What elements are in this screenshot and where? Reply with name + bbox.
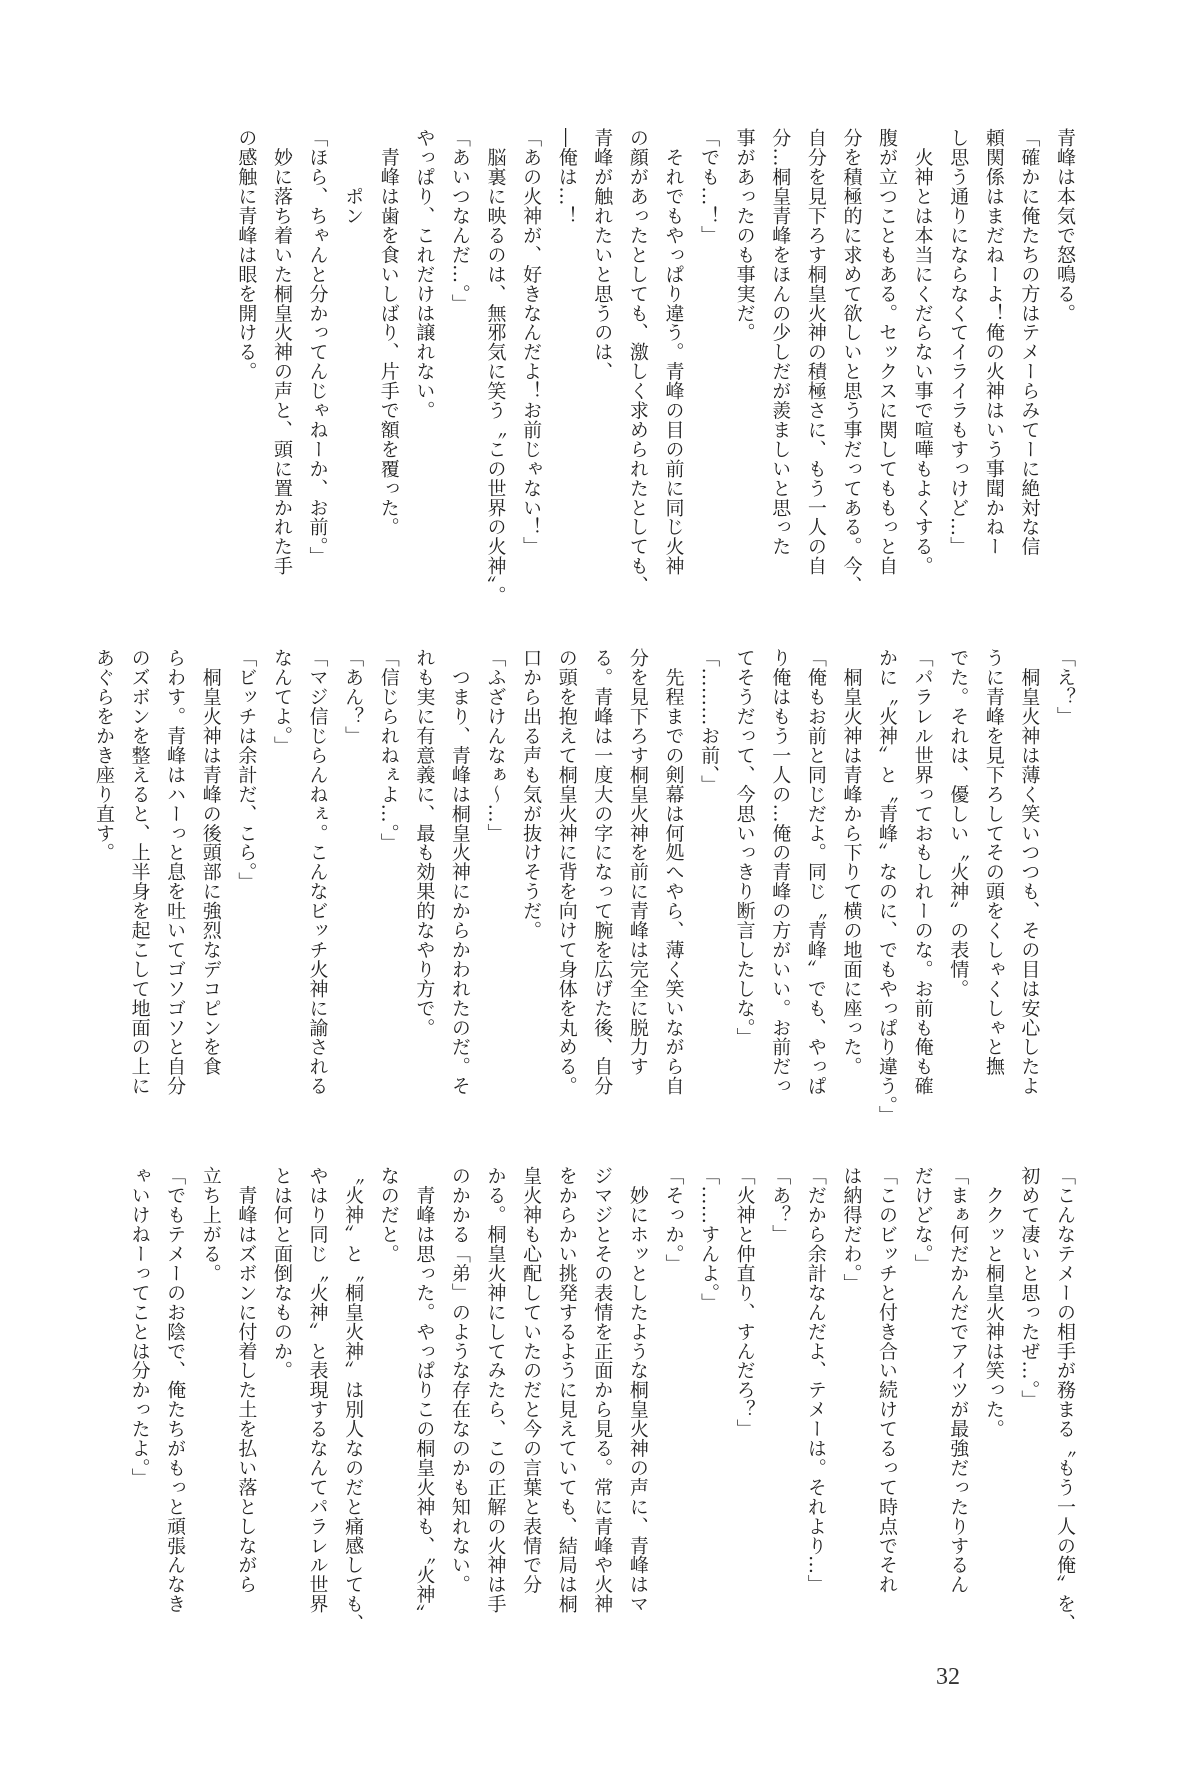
- text-column: 青峰は思った。やっぱりこの桐皇火神も、〝火神〟: [413, 1166, 436, 1624]
- text-column: 青峰はズボンに付着した土を払い落としながら: [235, 1166, 258, 1594]
- text-column: かる。桐皇火神にしてみたら、この正解の火神は手: [484, 1166, 507, 1614]
- text-column: らわす。青峰はハーっと息を吐いてゴソゴソと自分: [164, 648, 187, 1096]
- text-column: ポン: [342, 128, 365, 226]
- text-column: の感触に青峰は眼を開ける。: [235, 128, 258, 381]
- text-column: やっぱり、これだけは譲れない。: [413, 128, 436, 420]
- text-column: る。青峰は一度大の字になって腕を広げた後、自分: [591, 648, 614, 1096]
- text-column: 「こんなテメーの相手が務まる〝もう一人の俺〟を、: [1054, 1166, 1076, 1633]
- text-column: のズボンを整えると、上半身を起こして地面の上に: [128, 648, 151, 1096]
- text-column: でた。それは、優しい〝火神〟の表情。: [947, 648, 970, 999]
- text-column: 頼関係はまだねーよ！俺の火神はいう事聞かねー: [982, 128, 1005, 556]
- text-column: 初めて凄いと思ったぜ…。」: [1018, 1166, 1041, 1410]
- text-column: 「あいつなんだ…。」: [448, 128, 471, 313]
- text-column: 火神とは本当にくだらない事で喧嘩もよくする。: [911, 128, 934, 576]
- text-column: をからかい挑発するように見えていても、結局は桐: [555, 1166, 578, 1614]
- text-column: 立ち上がる。: [199, 1166, 222, 1283]
- text-column: 桐皇火神は青峰の後頭部に強烈なデコピンを食: [199, 648, 222, 1076]
- text-column: 妙にホッとしたような桐皇火神の声に、青峰はマ: [626, 1166, 649, 1614]
- text-column: 青峰が触れたいと思うのは、: [591, 128, 614, 381]
- text-column: 「このビッチと付き合い続けてるって時点でそれ: [876, 1166, 899, 1594]
- text-column: だけどな。」: [911, 1166, 934, 1274]
- text-column: 〝火神〟と〝桐皇火神〟は別人なのだと痛感しても、: [342, 1166, 365, 1633]
- text-column: し思う通りにならなくてイライラもすっけど…」: [947, 128, 970, 556]
- text-column: 「火神と仲直り、すんだろ？」: [733, 1166, 756, 1439]
- text-column: なんてよ。」: [270, 648, 293, 756]
- text-column: かに〝火神〟と〝青峰〟なのに、でもやっぱり違う。」: [876, 648, 899, 1125]
- text-column: うに青峰を見下ろしてその頭をくしゃくしゃと撫: [982, 648, 1005, 1076]
- text-column: 「俺もお前と同じだよ。同じ〝青峰〟でも、やっぱ: [804, 648, 827, 1096]
- text-column: 口から出る声も気が抜けそうだ。: [520, 648, 543, 940]
- text-column: つまり、青峰は桐皇火神にからかわれたのだ。そ: [448, 648, 471, 1096]
- text-column: 腹が立つこともある。セックスに関してももっと自: [876, 128, 899, 576]
- text-column: 桐皇火神は薄く笑いつつも、その目は安心したよ: [1018, 648, 1041, 1096]
- text-column: ジマジとその表情を正面から見る。常に青峰や火神: [591, 1166, 614, 1614]
- text-column: 「あん？」: [342, 648, 365, 746]
- text-column: 妙に落ち着いた桐皇火神の声と、頭に置かれた手: [270, 128, 293, 576]
- text-column: 「あの火神が、好きなんだよ！お前じゃない！」: [520, 128, 543, 556]
- text-column: 「でも…！」: [698, 128, 721, 245]
- text-column: 「まぁ何だかんだでアイツが最強だったりするん: [947, 1166, 970, 1594]
- text-column: 皇火神も心配していたのだと今の言葉と表情で分: [520, 1166, 543, 1594]
- text-column: は納得だわ。」: [840, 1166, 863, 1293]
- text-column: 「でもテメーのお陰で、俺たちがもっと頑張んなき: [164, 1166, 187, 1614]
- text-column: それでもやっぱり違う。青峰の目の前に同じ火神: [662, 128, 685, 576]
- text-column: 「確かに俺たちの方はテメーらみてーに絶対な信: [1018, 128, 1041, 556]
- text-tier-middle: [82, 648, 1082, 1128]
- text-column: ゃいけねーってことは分かったよ。」: [128, 1166, 151, 1488]
- text-column: ククッと桐皇火神は笑った。: [982, 1166, 1005, 1439]
- text-column: 「……すんよ。」: [698, 1166, 721, 1313]
- text-column: 先程までの剣幕は何処へやら、薄く笑いながら自: [662, 648, 685, 1096]
- text-column: 分を積極的に求めて欲しいと思う事だってある。今、: [840, 128, 863, 595]
- text-tier-lower: [82, 1166, 1082, 1646]
- text-column: 「ビッチは余計だ、こら。」: [235, 648, 258, 892]
- text-column: てそうだって、今思いっきり断言したしな。」: [733, 648, 756, 1047]
- text-column: 分…桐皇青峰をほんの少しだが羨ましいと思った: [769, 128, 792, 556]
- text-column: 「パラレル世界っておもしれーのな。お前も俺も確: [911, 648, 934, 1096]
- text-column: り俺はもう一人の…俺の青峰の方がいい。お前だっ: [769, 648, 792, 1096]
- text-column: 「マジ信じらんねぇ。こんなビッチ火神に諭される: [306, 648, 329, 1096]
- text-column: の顔があったとしても、激しく求められたとしても、: [626, 128, 649, 595]
- text-column: 自分を見下ろす桐皇火神の積極さに、もう一人の自: [804, 128, 827, 576]
- text-column: 青峰は本気で怒鳴る。: [1054, 128, 1076, 323]
- text-column: 「ほら、ちゃんと分かってんじゃねーか、お前。」: [306, 128, 329, 566]
- text-column: ―俺は…！: [555, 128, 578, 226]
- text-column: 脳裏に映るのは、無邪気に笑う〝この世界の火神〟。: [484, 128, 507, 605]
- text-column: 「信じられねぇよ…。」: [377, 648, 400, 853]
- text-column: の頭を抱えて桐皇火神に背を向けて身体を丸める。: [555, 648, 578, 1096]
- text-column: 事があったのも事実だ。: [733, 128, 756, 342]
- text-column: やはり同じ〝火神〟と表現するなんてパラレル世界: [306, 1166, 329, 1614]
- text-column: 「そっか。」: [662, 1166, 685, 1274]
- text-column: 「あ？」: [769, 1166, 792, 1244]
- text-column: 「………お前、」: [698, 648, 721, 795]
- text-column: あぐらをかき座り直す。: [92, 648, 115, 862]
- text-tier-upper: [82, 128, 1082, 608]
- text-column: とは何と面倒なものか。: [270, 1166, 293, 1380]
- page-number: 32: [936, 1664, 960, 1690]
- text-column: れも実に有意義に、最も効果的なやり方で。: [413, 648, 436, 1037]
- text-column: 「ふざけんなぁ～…」: [484, 648, 507, 843]
- text-column: 「え？」: [1054, 648, 1076, 726]
- text-column: なのだと。: [377, 1166, 400, 1264]
- text-column: 桐皇火神は青峰から下りて横の地面に座った。: [840, 648, 863, 1076]
- text-column: 「だから余計なんだよ、テメーは。それより…」: [804, 1166, 827, 1594]
- text-column: 青峰は歯を食いしばり、片手で額を覆った。: [377, 128, 400, 537]
- text-column: のかかる「弟」のような存在なのかも知れない。: [448, 1166, 471, 1594]
- text-column: 分を見下ろす桐皇火神を前に青峰は完全に脱力す: [626, 648, 649, 1076]
